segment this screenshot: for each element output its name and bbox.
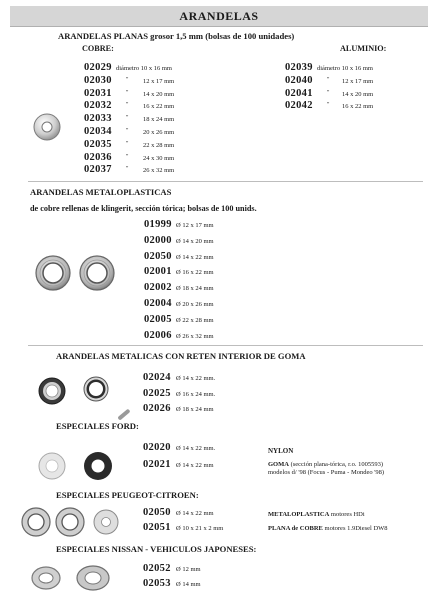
product-code: 02050 (143, 507, 171, 518)
peugeot-note-1-rest: motores HDi (329, 511, 365, 518)
product-dimensions: diámetro 10 x 16 mm (116, 65, 172, 72)
product-dimensions: 18 x 24 mm (143, 116, 175, 124)
product-dimensions: Ø 12 mm (176, 566, 201, 573)
nissan-heading: ESPECIALES NISSAN - VEHICULOS JAPONESES: (56, 544, 257, 554)
product-dimensions: Ø 14 x 22 mm. (176, 375, 216, 382)
divider (28, 181, 423, 182)
product-code: 02042 (285, 100, 313, 112)
ford-heading: ESPECIALES FORD: (56, 421, 139, 431)
product-dimensions: 16 x 22 mm (143, 103, 175, 111)
product-dimensions: Ø 18 x 24 mm (176, 406, 214, 413)
ditto-mark: " (126, 153, 129, 160)
product-dimensions: Ø 16 x 24 mm. (176, 390, 216, 398)
rubber-seal-washers-image (36, 374, 116, 418)
ford-note-models: modelos d/ '98 (Focus - Puma - Mondeo '98) (268, 469, 385, 476)
metaloplastic-washers-image (32, 253, 122, 293)
ford-note-nylon: NYLON (268, 447, 294, 455)
product-code: 02052 (143, 563, 171, 574)
product-dimensions: 12 x 17 mm (143, 77, 175, 85)
ditto-mark: " (126, 128, 129, 134)
product-code: 02024 (143, 372, 171, 383)
product-dimensions: diámetro 10 x 16 mm (317, 65, 373, 72)
product-code: 02029 (84, 62, 112, 73)
product-dimensions: Ø 14 x 22 mm. (176, 445, 216, 452)
page-title: ARANDELAS (10, 6, 428, 27)
peugeot-note-2-bold: PLANA de COBRE (268, 525, 323, 532)
product-code: 02035 (84, 138, 112, 150)
product-code: 02026 (143, 403, 171, 414)
product-code: 02025 (143, 387, 171, 399)
ditto-mark: " (126, 140, 129, 147)
product-code: 02002 (144, 282, 172, 294)
flat-copper-washer-image (32, 112, 62, 142)
product-code: 02053 (143, 578, 171, 589)
ditto-mark: " (126, 115, 129, 122)
product-dimensions: Ø 14 x 22 mm (176, 462, 214, 469)
product-dimensions: Ø 14 x 22 mm (176, 510, 214, 517)
product-dimensions: 22 x 28 mm (143, 141, 175, 149)
product-code: 02036 (84, 151, 112, 163)
product-dimensions: Ø 20 x 26 mm (176, 301, 214, 308)
planas-heading: ARANDELAS PLANAS grosor 1,5 mm (bolsas de 100 unidades) (58, 31, 295, 41)
product-dimensions: Ø 22 x 28 mm (176, 316, 214, 324)
product-dimensions: 20 x 26 mm (143, 129, 175, 136)
ditto-mark: " (327, 102, 330, 109)
ford-note-goma-rest: (sección plana-tórica, r.o. 1005593) (288, 461, 383, 468)
product-dimensions: 24 x 30 mm (143, 154, 175, 162)
peugeot-note-2 (268, 525, 388, 533)
product-code: 02021 (143, 459, 171, 470)
product-dimensions: Ø 14 x 20 mm (176, 237, 214, 245)
product-code: 02006 (144, 329, 172, 341)
ditto-mark: " (126, 76, 129, 83)
reten-heading: ARANDELAS METALICAS CON RETEN INTERIOR DE GOMA (56, 351, 306, 361)
product-code: 02033 (84, 113, 112, 125)
product-dimensions: 14 x 20 mm (143, 90, 175, 98)
product-code: 02001 (144, 266, 172, 278)
product-dimensions: Ø 16 x 22 mm (176, 269, 214, 277)
peugeot-note-1 (268, 511, 365, 519)
product-code: 02050 (144, 250, 172, 262)
product-code: 01999 (144, 219, 172, 230)
peugeot-note-1-bold: METALOPLASTICA (268, 511, 330, 518)
product-dimensions: Ø 12 x 17 mm (176, 222, 214, 229)
ditto-mark: " (126, 102, 129, 109)
ditto-mark: " (126, 166, 129, 173)
product-dimensions: Ø 14 mm (176, 581, 201, 588)
ford-note-goma (268, 461, 383, 469)
product-code: 02004 (144, 298, 172, 309)
nissan-washers-image (30, 562, 120, 596)
metaloplasticas-heading: ARANDELAS METALOPLASTICAS (30, 187, 172, 197)
peugeot-washers-image (20, 505, 120, 539)
peugeot-note-2-rest: motores 1.9Diesel DW8 (322, 525, 388, 532)
ditto-mark: " (327, 89, 330, 96)
product-dimensions: 16 x 22 mm (342, 103, 374, 111)
product-code: 02031 (84, 87, 112, 99)
product-dimensions: 12 x 17 mm (342, 77, 374, 85)
ditto-mark: " (126, 89, 129, 96)
aluminio-label: ALUMINIO: (340, 44, 387, 53)
product-code: 02032 (84, 100, 112, 112)
product-dimensions: Ø 14 x 22 mm (176, 253, 214, 261)
product-code: 02000 (144, 234, 172, 246)
ford-washers-image (36, 450, 126, 484)
product-dimensions: 14 x 20 mm (342, 90, 374, 98)
product-code: 02037 (84, 164, 112, 176)
ditto-mark: " (327, 76, 330, 83)
product-dimensions: 26 x 32 mm (143, 167, 175, 175)
peugeot-heading: ESPECIALES PEUGEOT-CITROEN: (56, 490, 199, 500)
product-code: 02051 (143, 522, 171, 533)
product-dimensions: Ø 18 x 24 mm (176, 285, 214, 293)
product-code: 02034 (84, 126, 112, 137)
product-code: 02030 (84, 74, 112, 86)
product-code: 02040 (285, 74, 313, 86)
divider (28, 345, 423, 346)
product-code: 02039 (285, 62, 313, 73)
product-dimensions: Ø 10 x 21 x 2 mm (176, 525, 224, 532)
product-code: 02005 (144, 313, 172, 325)
ford-note-goma-bold: GOMA (268, 461, 289, 468)
product-code: 02041 (285, 87, 313, 99)
product-dimensions: Ø 26 x 32 mm (176, 332, 214, 340)
cobre-label: COBRE: (82, 44, 114, 53)
metaloplasticas-subheading: de cobre rellenas de klingerit, sección tórica; bolsas de 100 unids. (30, 204, 257, 213)
product-code: 02020 (143, 442, 171, 453)
